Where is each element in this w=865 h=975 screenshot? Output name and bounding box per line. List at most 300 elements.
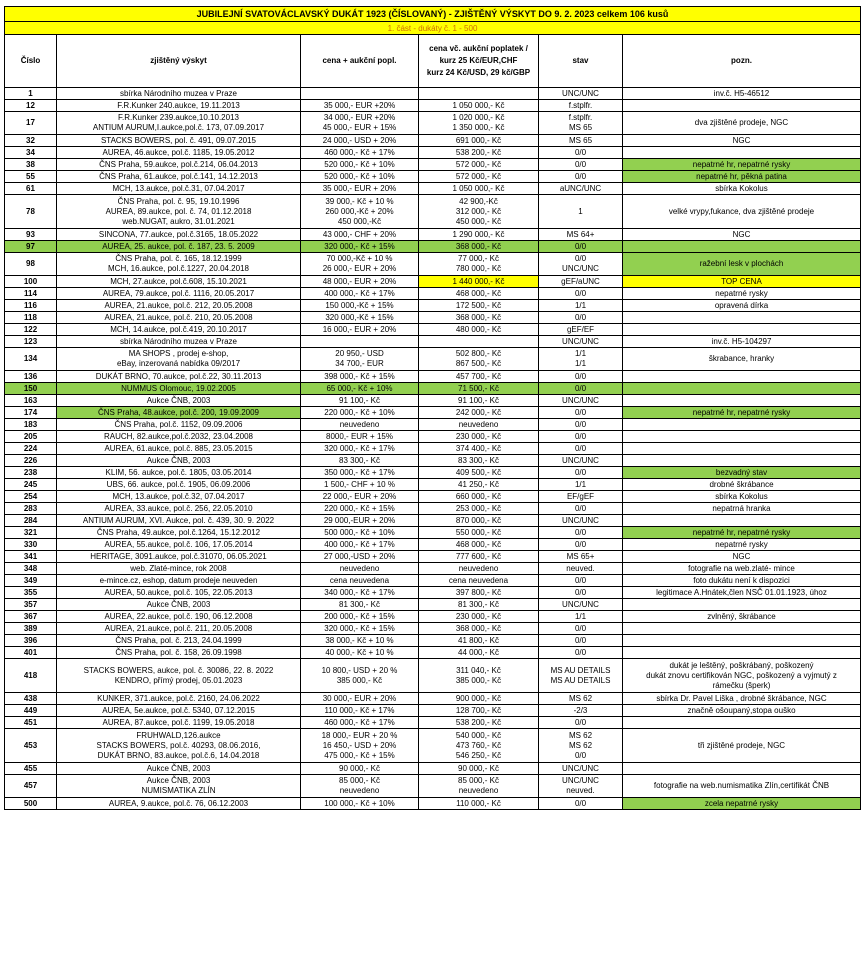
stav-line: 0/0 [574,241,587,251]
vyskyt-line: AUREA, 5e.aukce, pol.č. 5340, 07.12.2015 [102,705,255,715]
cell-vyskyt [57,336,301,348]
table-row [5,763,861,775]
table-row [5,623,861,635]
cell-cislo: 283 [5,503,57,515]
cell-cena-kc [419,419,539,431]
cena-kc-line: 457 700,- Kč [455,371,502,381]
table-row [5,611,861,623]
cena-kc-line: 870 000,- Kč [455,515,502,525]
stav-line: 0/0 [574,159,587,169]
cell-stav [539,563,623,575]
vyskyt-line: AUREA, 9.aukce, pol.č. 76, 06.12.2003 [108,798,249,808]
cell-cena [301,147,419,159]
cell-cena [301,551,419,563]
stav-line: UNC/UNC [562,599,599,609]
cell-cena [301,276,419,288]
cena-kc-line: neuvedeno [458,563,499,573]
cena-kc-line: 546 250,- Kč [455,750,502,760]
cena-line: 398 000,- Kč + 15% [324,371,395,381]
cell-stav [539,647,623,659]
cell-stav [539,775,623,798]
cell-cena [301,407,419,419]
stav-line: MS 62 [568,730,593,740]
cell-cena-kc [419,729,539,763]
cell-vyskyt [57,539,301,551]
table-row [5,383,861,395]
stav-line: MS 65 [568,135,593,145]
cell-pozn: fotografie na web.numismatika Zlín,certifikát ČNB [623,775,861,798]
cena-kc-line: 253 000,- Kč [455,503,502,513]
cell-vyskyt [57,135,301,147]
stav-line: 0/0 [574,419,587,429]
cell-pozn: nepatrná hranka [623,503,861,515]
vyskyt-line: MCH, 14.aukce, pol.č.419, 20.10.2017 [110,324,247,334]
cell-vyskyt [57,575,301,587]
table-row [5,515,861,527]
cena-kc-line: 81 300,- Kč [458,599,499,609]
vyskyt-line: F.R.Kunker 239.aukce,10.10.2013 [118,113,239,122]
cena-kc-line: 77 000,- Kč [458,254,499,263]
cell-cislo: 396 [5,635,57,647]
cell-cena [301,775,419,798]
table-row [5,503,861,515]
cena-kc-line: 1 050 000,- Kč [452,183,505,193]
cell-stav [539,659,623,693]
cell-cena [301,527,419,539]
cell-cena [301,479,419,491]
stav-line: UNC/UNC [562,515,599,525]
stav-line: 1/1 [574,349,587,358]
cell-cislo: 122 [5,324,57,336]
stav-line: EF/gEF [566,491,595,501]
table-row [5,229,861,241]
table-row [5,253,861,276]
cena-kc-line: 385 000,- Kč [455,675,502,685]
cell-cena [301,611,419,623]
table-row [5,288,861,300]
cell-stav [539,100,623,112]
stav-line: 0/0 [574,288,587,298]
cena-line: 35 000,- EUR + 20% [322,183,397,193]
cena-kc-line: 42 900,-Kč [459,196,498,206]
cell-pozn: legitimace A.Hnátek,člen NSČ 01.01.1923, úhoz [623,587,861,599]
cell-cislo: 367 [5,611,57,623]
cell-vyskyt [57,563,301,575]
cell-vyskyt [57,763,301,775]
cell-cena [301,431,419,443]
cell-vyskyt [57,717,301,729]
cell-cena-kc [419,635,539,647]
cell-cislo: 183 [5,419,57,431]
stav-line: MS 65+ [566,551,595,561]
cell-cena [301,467,419,479]
table-row [5,88,861,100]
vyskyt-line: MCH, 13.aukce, pol.č.32, 07.04.2017 [112,491,245,501]
cell-cislo: 321 [5,527,57,539]
cell-cislo: 116 [5,300,57,312]
vyskyt-line: ČNS Praha, 48.aukce, pol.č. 200, 19.09.2009 [98,407,259,417]
cena-line: 40 000,- Kč + 10 % [325,647,394,657]
cell-cena-kc [419,288,539,300]
cell-cislo: 451 [5,717,57,729]
cena-line: 34 000,- EUR +20% [323,113,396,122]
cena-line: 91 100,- Kč [339,395,380,405]
cell-cislo: 500 [5,798,57,810]
cena-kc-line: 230 000,- Kč [455,431,502,441]
cell-pozn [623,763,861,775]
cell-pozn [623,647,861,659]
vyskyt-line: AUREA, 55.aukce, pol.č. 106, 17.05.2014 [104,539,253,549]
cell-cena [301,763,419,775]
cell-pozn [623,717,861,729]
vyskyt-line: DUKÁT BRNO, 83.aukce, pol.č.6, 14.04.2018 [97,750,260,760]
cena-line: 110 000,- Kč + 17% [324,705,395,715]
cell-cislo: 34 [5,147,57,159]
vyskyt-line: ANTIUM AURUM, XVI. Aukce, pol. č. 439, 30. 9. 2022 [82,515,275,525]
cena-line: 34 700,- EUR [335,359,384,368]
stav-line: aUNC/UNC [559,183,602,193]
cena-kc-line: 110 000,- Kč [456,798,501,808]
cena-line: 400 000,- Kč + 17% [324,288,395,298]
header-cislo: Číslo [5,35,57,88]
table-row [5,112,861,135]
cena-line: 520 000,- Kč + 10% [324,159,395,169]
cell-vyskyt [57,443,301,455]
stav-line: neuved. [566,786,595,795]
cell-cena-kc [419,336,539,348]
cell-stav [539,135,623,147]
pozn-multiline: dukát je leštěný, poškrábaný, poškozený dukát znovu certifikován NGC, poškozený a vyjmutý z rámečku (šperk) [646,660,837,690]
cell-vyskyt [57,647,301,659]
table-row [5,455,861,467]
header-row [5,35,861,88]
cell-vyskyt [57,587,301,599]
vyskyt-line: MA SHOPS , prodej e-shop, [128,349,229,358]
cena-line: neuvedeno [339,419,380,429]
cell-stav [539,611,623,623]
table-row [5,729,861,763]
stav-line: 0/0 [574,647,587,657]
cell-vyskyt [57,515,301,527]
cell-cena [301,336,419,348]
header-cena-kc-line: kurz 24 Kč/USD, 29 kč/GBP [426,68,531,77]
stav-line: MS 62 [568,740,593,750]
vyskyt-line: ČNS Praha, pol.č. 1152, 09.09.2006 [114,419,243,429]
cena-line: 475 000,- Kč + 15% [324,750,395,760]
cell-vyskyt [57,599,301,611]
cena-kc-line: 480 000,- Kč [455,324,502,334]
cell-stav [539,479,623,491]
cell-pozn [623,147,861,159]
cell-stav [539,300,623,312]
cell-vyskyt [57,383,301,395]
cell-cena-kc [419,705,539,717]
cell-cena [301,798,419,810]
header-stav: stav [539,35,623,88]
table-row [5,467,861,479]
cena-line: 320 000,- Kč + 17% [324,443,395,453]
cell-cena-kc [419,587,539,599]
vyskyt-line: MCH, 13.aukce, pol.č.31, 07.04.2017 [112,183,245,193]
cell-pozn [623,241,861,253]
cell-cislo: 226 [5,455,57,467]
cena-kc-line: 397 800,- Kč [455,587,502,597]
stav-line: 1/1 [574,300,587,310]
cell-cislo: 61 [5,183,57,195]
cell-pozn: nepatrné hr, nepatrné rysky [623,527,861,539]
cell-cena-kc [419,195,539,229]
cell-cena-kc [419,527,539,539]
cena-kc-line: 90 000,- Kč [458,763,499,773]
cell-pozn [623,455,861,467]
cell-stav [539,276,623,288]
cena-line: 200 000,- Kč + 15% [324,611,395,621]
cell-pozn: ražební lesk v plochách [623,253,861,276]
cell-cislo: 78 [5,195,57,229]
cell-vyskyt [57,312,301,324]
stav-line: MS 65 [568,123,593,132]
cena-kc-line: 538 200,- Kč [455,147,502,157]
cell-cislo: 17 [5,112,57,135]
cell-cislo: 389 [5,623,57,635]
cell-pozn: nepatrné hr, nepatrné rysky [623,407,861,419]
cena-line: 520 000,- Kč + 10% [324,171,395,181]
stav-line: 1/1 [574,611,587,621]
cell-stav [539,229,623,241]
cell-vyskyt [57,183,301,195]
cena-kc-line: 468 000,- Kč [455,288,502,298]
cell-cislo: 1 [5,88,57,100]
cell-stav [539,88,623,100]
vyskyt-line: ČNS Praha, pol. č. 213, 24.04.1999 [115,635,242,645]
vyskyt-line: KENDRO, přímý prodej, 05.01.2023 [114,675,243,685]
cell-cena-kc [419,775,539,798]
cell-vyskyt [57,348,301,371]
table-row [5,527,861,539]
stav-line: 0/0 [574,587,587,597]
header-cena-kc [419,35,539,88]
cell-vyskyt [57,300,301,312]
cena-kc-line: 128 700,- Kč [455,705,502,715]
vyskyt-line: Aukce ČNB, 2003 [146,599,211,609]
cena-line: 48 000,- EUR + 20% [322,276,397,286]
cell-cena-kc [419,611,539,623]
vyskyt-line: NUMMUS Olomouc, 19.02.2005 [121,383,236,393]
cell-cena [301,348,419,371]
cell-pozn: sbírka Kokolus [623,183,861,195]
cell-vyskyt [57,171,301,183]
cell-cislo: 150 [5,383,57,395]
stav-line: gEF/EF [566,324,595,334]
cell-cislo: 357 [5,599,57,611]
cell-vyskyt [57,635,301,647]
cell-cislo: 224 [5,443,57,455]
table-row [5,431,861,443]
cell-cislo: 245 [5,479,57,491]
cell-stav [539,467,623,479]
cell-stav [539,112,623,135]
cell-pozn [623,371,861,383]
cell-cislo: 418 [5,659,57,693]
vyskyt-line: F.R.Kunker 240.aukce, 19.11.2013 [117,100,240,110]
cell-cislo: 449 [5,705,57,717]
stav-line: 0/0 [574,407,587,417]
vyskyt-line: AUREA, 25. aukce, pol. č. 187, 23. 5. 2009 [102,241,255,251]
vyskyt-line: web.NUGAT, aukro, 31.01.2021 [122,216,235,226]
cell-stav [539,491,623,503]
cell-stav [539,551,623,563]
cell-cena [301,195,419,229]
cell-vyskyt [57,241,301,253]
vyskyt-line: MCH, 27.aukce, pol.č.608, 15.10.2021 [110,276,247,286]
table-row [5,371,861,383]
header-pozn: pozn. [623,35,861,88]
cell-pozn: tři zjištěné prodeje, NGC [623,729,861,763]
cell-vyskyt [57,479,301,491]
cell-cena [301,575,419,587]
cena-line: 45 000,- EUR + 15% [322,123,397,132]
cell-stav [539,503,623,515]
table-row [5,135,861,147]
vyskyt-line: sbírka Národního muzea v Praze [120,88,237,98]
vyskyt-line: FRUHWALD,126.aukce [136,730,221,740]
cell-cena [301,705,419,717]
cell-stav [539,147,623,159]
vyskyt-line: ČNS Praha, pol. č. 158, 26.09.1998 [115,647,242,657]
cell-pozn [623,635,861,647]
cell-cena [301,539,419,551]
cena-line: 10 800,- USD + 20 % [321,665,398,675]
cell-cena-kc [419,229,539,241]
cell-cena-kc [419,371,539,383]
cell-cena-kc [419,241,539,253]
cena-line: 340 000,- Kč + 17% [324,587,395,597]
cena-kc-line: 777 600,- Kč [455,551,502,561]
cell-cislo: 163 [5,395,57,407]
vyskyt-line: Aukce ČNB, 2003 [146,455,211,465]
vyskyt-line: MCH, 16.aukce, pol.č.1227, 20.04.2018 [108,264,249,273]
vyskyt-line: ČNS Praha, pol. č. 95, 19.10.1996 [117,196,240,206]
cell-cena-kc [419,348,539,371]
cell-stav [539,288,623,300]
stav-line: neuved. [566,563,595,573]
cell-cena [301,635,419,647]
cell-pozn [623,324,861,336]
cena-line: 450 000,-Kč [337,216,382,226]
cell-pozn [623,431,861,443]
cell-cislo: 98 [5,253,57,276]
cell-cena [301,455,419,467]
cell-stav [539,395,623,407]
cell-vyskyt [57,455,301,467]
vyskyt-line: AUREA, 33.aukce, pol.č. 256, 22.05.2010 [104,503,253,513]
stav-line: MS 64+ [566,229,595,239]
cell-pozn [623,419,861,431]
cell-pozn [623,599,861,611]
stav-line: 0/0 [574,312,587,322]
cell-pozn: drobné škrábance [623,479,861,491]
cena-kc-line: 311 040,- Kč [456,665,501,675]
cell-cena-kc [419,539,539,551]
cena-line: 320 000,- Kč + 15% [324,623,395,633]
cena-kc-line: 473 760,- Kč [455,740,502,750]
cell-cislo: 455 [5,763,57,775]
cell-pozn: nepatrné rysky [623,288,861,300]
cell-stav [539,599,623,611]
table-title: JUBILEJNÍ SVATOVÁCLAVSKÝ DUKÁT 1923 (ČÍSLOVANÝ) - ZJIŠTĚNÝ VÝSKYT DO 9. 2. 2023 celkem 106 kusů [5,7,861,22]
cell-stav [539,455,623,467]
cena-line: neuvedeno [339,786,380,795]
cena-line: 29 000,-EUR + 20% [323,515,396,525]
cell-vyskyt [57,159,301,171]
cell-vyskyt [57,407,301,419]
cell-cena-kc [419,147,539,159]
table-row [5,195,861,229]
cell-cena-kc [419,693,539,705]
cell-vyskyt [57,775,301,798]
cell-cena [301,693,419,705]
cell-vyskyt [57,276,301,288]
cell-cena [301,100,419,112]
cell-pozn [623,100,861,112]
table-row [5,183,861,195]
cena-kc-line: 502 800,- Kč [455,349,502,358]
cell-stav [539,431,623,443]
cena-kc-line: 1 290 000,- Kč [452,229,505,239]
cell-cena [301,383,419,395]
vyskyt-line: RAUCH, 82.aukce,pol.č.2032, 23.04.2008 [104,431,253,441]
vyskyt-line: ČNS Praha, 61.aukce, pol.č.141, 14.12.2013 [99,171,258,181]
stav-line: 0/0 [574,623,587,633]
cena-kc-line: 691 000,- Kč [455,135,502,145]
cell-stav [539,407,623,419]
stav-line: UNC/UNC [562,776,599,785]
cell-stav [539,383,623,395]
cell-cena-kc [419,159,539,171]
vyskyt-line: AUREA, 89.aukce, pol. č. 74, 01.12.2018 [105,206,252,216]
cena-line: 16 450,- USD + 20% [322,740,397,750]
table-row [5,647,861,659]
cell-cena-kc [419,575,539,587]
cell-pozn: TOP CENA [623,276,861,288]
cena-kc-line: cena neuvedena [448,575,509,585]
cell-vyskyt [57,729,301,763]
stav-line: MS AU DETAILS [550,675,611,685]
cena-line: 22 000,- EUR + 20% [322,491,397,501]
cell-pozn: nepatrné hr, nepatrné rysky [623,159,861,171]
cell-vyskyt [57,112,301,135]
cena-kc-line: 242 000,- Kč [455,407,502,417]
cena-kc-line: 41 800,- Kč [458,635,499,645]
cell-cena [301,229,419,241]
cell-pozn: fotografie na web.zlaté- mince [623,563,861,575]
cena-kc-line: 91 100,- Kč [458,395,499,405]
cena-line: 500 000,- Kč + 10% [324,527,395,537]
cell-pozn: inv.č. H5-104297 [623,336,861,348]
cell-cena-kc [419,112,539,135]
vyskyt-line: Aukce ČNB, 2003 [146,395,211,405]
table-subtitle: 1. část - dukáty č. 1 - 500 [5,22,861,35]
stav-line: 0/0 [574,503,587,513]
vyskyt-line: web. Zlaté-mince, rok 2008 [130,563,227,573]
table-row [5,443,861,455]
cell-pozn: škrabance, hranky [623,348,861,371]
vyskyt-line: AUREA, 21.aukce, pol.č. 210, 20.05.2008 [104,312,253,322]
cena-line: 43 000,- CHF + 20% [322,229,397,239]
vyskyt-line: AUREA, 79.aukce, pol.č. 1116, 20.05.2017 [102,288,255,298]
cell-cislo: 134 [5,348,57,371]
vyskyt-line: ANTIUM AURUM,I.aukce,pol.č. 173, 07.09.2017 [92,123,265,132]
